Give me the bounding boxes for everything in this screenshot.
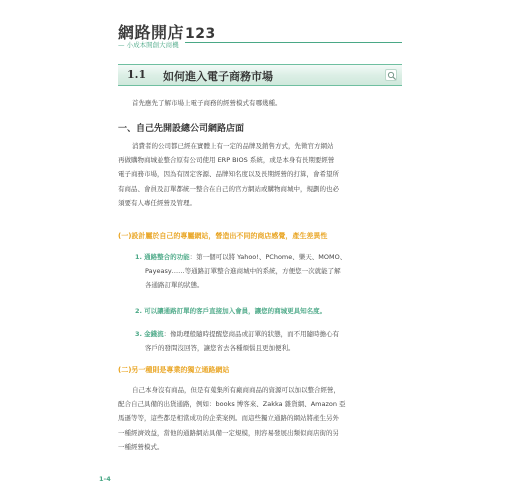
item-text: ：第一個可以將 Yahoo!、PChome、樂天、MOMO、: [189, 253, 347, 261]
item-text: ：像助理般隨時提醒您商品或訂單的狀態，而不用隨時擔心有: [163, 330, 340, 338]
list-item: [135, 250, 405, 293]
item-text: Payeasy……等通路訂單整合進商城中的系統，方便您一次就能了解: [145, 267, 341, 276]
list-item: [135, 304, 405, 318]
item-text: 客戶的發問沒回答，讓您省去各種煩惱且更加便利。: [145, 344, 295, 353]
page-number: 1-4: [99, 475, 111, 483]
item-number: 2.: [135, 307, 142, 315]
paragraph-line: 電子商務市場，因為有固定客源、品牌知名度以及長期經營的打算，會希望所: [118, 170, 339, 179]
paragraph-line: 馬遜等等，這些都是相當成功的企業案例。而這些獨立通路的網站將產生另外: [118, 414, 339, 423]
paragraph-line: 一種經濟效益，當他的通路網站具備一定規模，則容易發展出類似商店街的另: [118, 428, 339, 437]
section-banner: [118, 64, 402, 86]
paragraph-line: 消費者的公司都已經在實體上有一定的品牌及銷售方式，先徵官方網站: [132, 142, 334, 150]
paragraph-line: 有商品、會員及訂單都統一整合在自己的官方網站或購物商城中，規劃的也必: [118, 184, 339, 193]
paragraph-line: 自己本身沒有商品，但是有蒐集所有廠商商品的資源可以加以整合經營，: [132, 386, 340, 394]
paragraph-line: 一種經營模式。: [118, 442, 164, 451]
heading-1: 一、自己先開設總公司網路店面: [118, 124, 245, 134]
subheading-1: (一)設計屬於自己的專屬網站，營造出不同的商店感覺，產生差異性: [118, 232, 328, 240]
book-title-text: 網路開店: [118, 23, 185, 42]
paragraph-1: [118, 139, 408, 210]
book-title-number: 123: [185, 26, 216, 42]
item-number: 3.: [135, 330, 142, 338]
item-label: 通路整合的功能: [144, 253, 190, 261]
item-text: 可以讓通路訂單的客戶直接加入會員，讓您的商城更具知名度。: [144, 307, 327, 315]
section-number: 1.1: [127, 68, 147, 81]
header-rule: [185, 42, 402, 43]
subheading-2: (二)另一種則是專業的獨立通路網站: [118, 366, 230, 374]
item-label: 金錢流: [144, 330, 164, 338]
paragraph-line: 再做購物商城並整合原有公司使用 ERP BIOS 系統，或是本身有長期要經營: [118, 156, 335, 165]
item-number: 1.: [135, 253, 142, 261]
search-icon: [385, 69, 397, 81]
paragraph-line: 須要有人專任經營及管理。: [118, 198, 196, 207]
section-title: 如何進入電子商務市場: [163, 70, 273, 83]
paragraph-2: [118, 383, 408, 454]
intro-text: 首先應先了解市場上電子商務的經營模式有哪幾種。: [132, 99, 282, 107]
book-subtitle: — 小成本開創大商機: [118, 41, 179, 49]
item-text: 各通路訂單的狀態。: [145, 281, 204, 290]
paragraph-line: 配合自己具備的出貨通路，例如：books 博客來、Zakka 雜貨網、Amazon 亞: [118, 400, 346, 409]
list-item: [135, 327, 405, 355]
